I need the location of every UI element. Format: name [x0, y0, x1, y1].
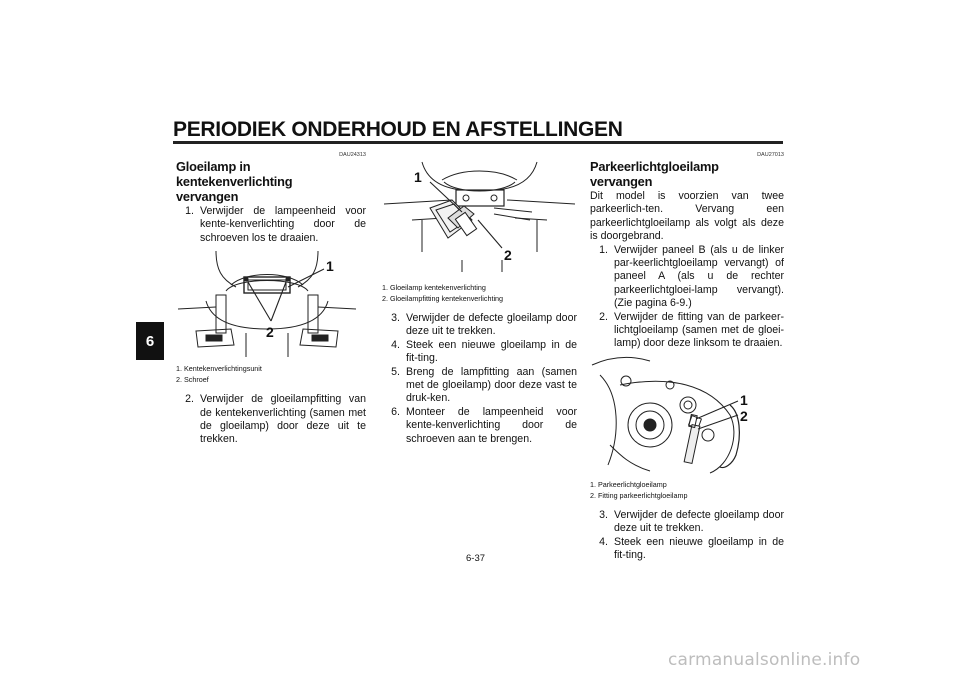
step-text: Verwijder de fitting van de parkeer-lichtgloeilamp (samen met de gloei-lamp) door deze linksom te draaien. [614, 310, 784, 350]
figure-label: 1 [326, 258, 334, 275]
caption: 1. Gloeilamp kentekenverlichting [382, 283, 486, 292]
step-item [382, 366, 577, 406]
middle-column [382, 160, 577, 446]
figure-label: 1 [740, 391, 748, 408]
section-title: Parkeerlichtgloeilamp vervangen [590, 159, 719, 189]
step-item [176, 205, 366, 245]
step-item [590, 244, 784, 311]
step-text: Steek een nieuwe gloeilamp in de fit-ting. [406, 338, 577, 365]
step-item [382, 312, 577, 339]
figure-label: 1 [414, 169, 422, 185]
figure-captions [382, 282, 577, 304]
figure-label: 2 [504, 247, 512, 263]
step-text: Verwijder paneel B (als u de linker par-keerlichtgloeilamp vervangt) of paneel A (als u de rechter parkeerlichtgloei-lamp vervangt). (Zie pagina 6-9.) [614, 243, 784, 310]
step-number: 4. [391, 338, 400, 351]
step-number: 1. [599, 243, 608, 256]
step-item [590, 311, 784, 351]
section-title [176, 159, 366, 204]
license-light-illustration [176, 249, 358, 359]
step-number: 1. [185, 205, 194, 217]
step-item [382, 406, 577, 446]
caption: 2. Schroef [176, 375, 209, 385]
watermark[interactable]: carmanualsonline.info [668, 650, 861, 670]
caption: 1. Parkeerlichtgloeilamp [590, 479, 667, 489]
step-number: 3. [599, 508, 608, 521]
figure-parking-light [590, 355, 780, 475]
chapter-tab: 6 [136, 322, 164, 360]
step-text: Verwijder de gloeilampfitting van de kentekenverlichting (samen met de gloeilamp) door deze uit te trekken. [200, 393, 366, 446]
section-title-line1: Gloeilamp in kentekenverlichting [176, 159, 293, 189]
step-text: Monteer de lampeenheid voor kente-kenverlichting door de schroeven aan te brengen. [406, 405, 577, 445]
section-code: DAU24313 [339, 152, 366, 158]
parking-light-illustration [590, 355, 780, 475]
figure-captions [176, 363, 366, 385]
caption: 2. Fitting parkeerlichtgloeilamp [590, 490, 688, 500]
page-number: 6-37 [466, 553, 486, 564]
figure-license-plate-light [176, 249, 358, 359]
step-item [176, 393, 366, 447]
bulb-removal-illustration [382, 160, 577, 278]
caption: 2. Gloeilampfitting kentekenverlichting [382, 294, 504, 303]
step-item [590, 536, 784, 563]
right-column [590, 152, 784, 563]
step-text: Verwijder de defecte gloeilamp door deze uit te trekken. [614, 508, 784, 535]
caption: 1. Kentekenverlichtingsunit [176, 364, 262, 374]
step-number: 4. [599, 535, 608, 548]
step-text: Steek een nieuwe gloeilamp in de fit-ting. [614, 535, 784, 562]
step-text: Verwijder de defecte gloeilamp door deze uit te trekken. [406, 312, 577, 338]
figure-label: 2 [266, 324, 274, 341]
section-title-line2: vervangen [176, 189, 239, 204]
step-text: Verwijder de lampeenheid voor kente-kenverlichting door de schroeven los te draaien. [200, 205, 366, 244]
step-item [590, 509, 784, 536]
header-rule [173, 141, 783, 144]
page-title: PERIODIEK ONDERHOUD EN AFSTELLINGEN [173, 118, 623, 141]
figure-captions [590, 479, 784, 501]
figure-label: 2 [740, 407, 748, 424]
step-number: 2. [185, 393, 194, 406]
intro-paragraph: Dit model is voorzien van twee parkeerlich-ten. Vervang een parkeerlichtgloeilamp als volgt als deze is doorgebrand. [590, 190, 784, 243]
step-item [382, 339, 577, 366]
left-column [176, 152, 366, 447]
step-number: 5. [391, 365, 400, 378]
section-code: DAU27013 [757, 152, 784, 158]
step-number: 6. [391, 405, 400, 418]
step-text: Breng de lampfitting aan (samen met de gloeilamp) door deze vast te druk-ken. [406, 365, 577, 405]
step-number: 2. [599, 310, 608, 323]
figure-bulb-removal [382, 160, 577, 278]
step-number: 3. [391, 312, 400, 324]
